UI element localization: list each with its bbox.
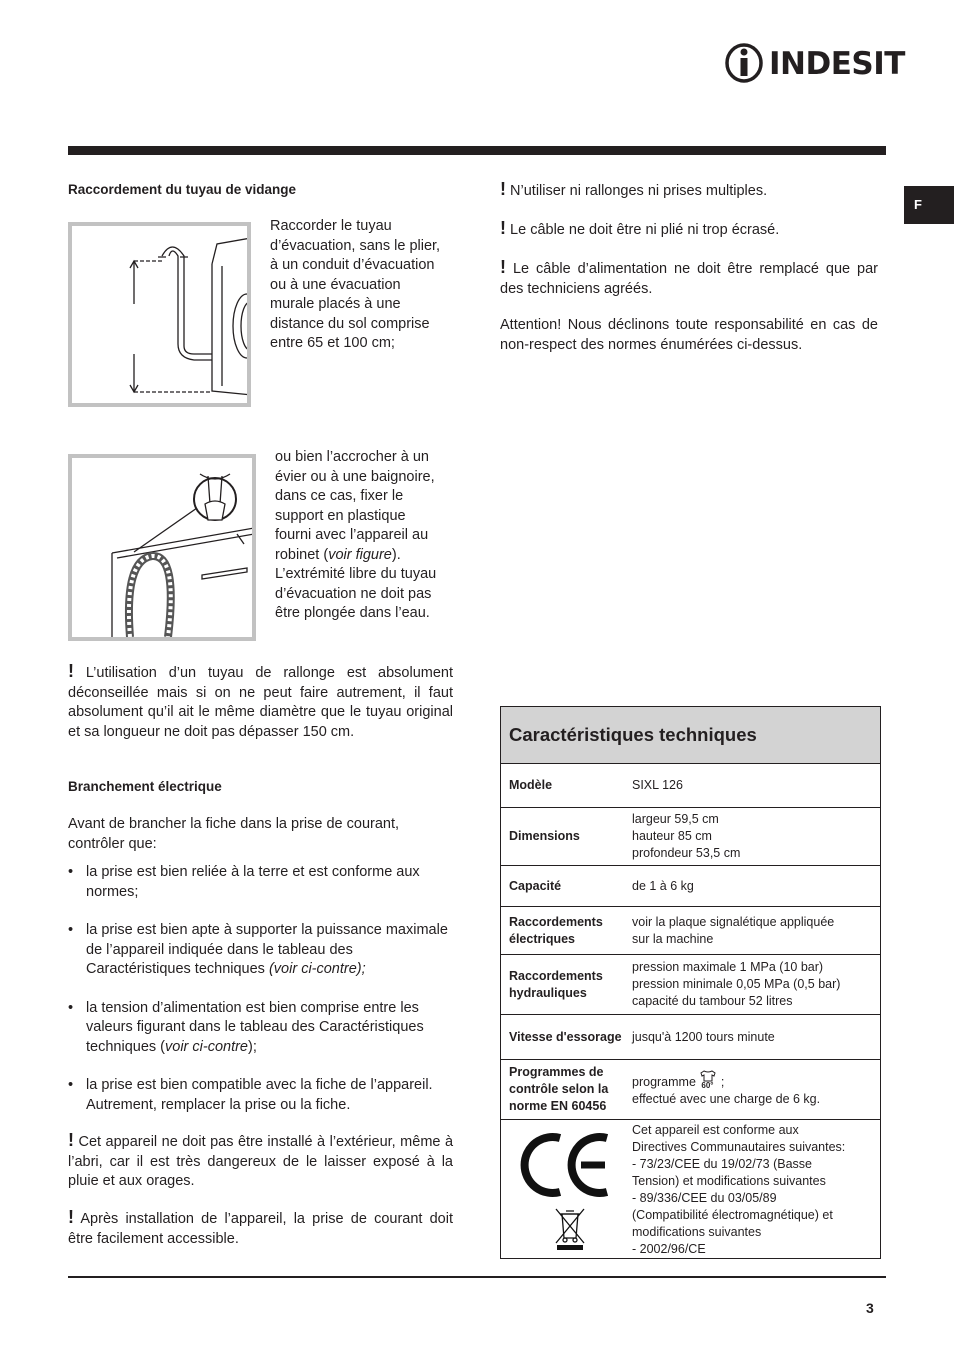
spec-row-capacity — [501, 866, 880, 907]
brand-name: INDESIT — [769, 46, 905, 82]
spec-label: Raccordements électriques — [509, 914, 603, 946]
spec-label: Dimensions — [509, 829, 580, 843]
checklist-text: la tension d’alimentation est bien comprise entre les valeurs figurant dans le tableau des Caractéristiques techniques ( — [86, 999, 424, 1055]
spec-value-line: Directives Communautaires suivantes: — [632, 1140, 846, 1154]
programme-text: ; — [720, 1074, 725, 1089]
warning-mark: ! — [68, 1207, 74, 1227]
weee-bin-icon — [553, 1206, 587, 1250]
spec-value-line — [632, 1072, 874, 1091]
warning-text: Le câble d’alimentation ne doit être remplacé que par des techniciens agréés. — [500, 261, 879, 297]
cotton-wash-icon — [699, 1072, 717, 1090]
spec-value — [632, 811, 880, 862]
spec-value-line: pression maximale 1 MPa (10 bar) — [632, 960, 824, 974]
wall-drain-figure — [68, 222, 251, 407]
wall-drain-illustration — [72, 226, 247, 403]
drain-text-1-line: à un conduit d’évacuation — [270, 257, 435, 273]
spec-value-line: largeur 59,5 cm — [632, 812, 719, 826]
warning-mark: ! — [500, 257, 506, 277]
page-number: 3 — [866, 1300, 874, 1316]
warning-text: Après installation de l’appareil, la prise de courant doit être facilement accessible. — [68, 1211, 453, 1247]
spec-row-conformity — [501, 1120, 880, 1258]
spec-label: Raccordements hydrauliques — [509, 968, 603, 1000]
bottom-rule — [68, 1276, 886, 1278]
checklist-text: ); — [248, 1038, 257, 1055]
sink-drain-illustration — [72, 458, 252, 637]
drain-text-1-line: entre 65 et 100 cm; — [270, 335, 395, 351]
spec-value — [632, 878, 880, 895]
drain-text-1-line: d’évacuation, sans le plier, — [270, 237, 441, 254]
warning-text: L’utilisation d’un tuyau de rallonge est absolument déconseillée mais si on ne peut faire autrement, il faut absolument qu’il ait le même diamètre que le tuyau original et sa longueur ne doit pas dépasser 150 cm. — [68, 665, 453, 740]
ce-mark-icon — [515, 1130, 615, 1200]
warning-text: Le câble ne doit être ni plié ni trop écrasé. — [510, 222, 780, 238]
spec-value-line: pression minimale 0,05 MPa (0,5 bar) — [632, 977, 841, 991]
text-run: ). — [391, 546, 401, 563]
spec-row-programmes — [501, 1060, 880, 1120]
drain-text-2-line: support en plastique — [275, 507, 406, 524]
spec-value — [632, 1120, 880, 1258]
drain-text-2-line: dans ce cas, fixer le — [275, 488, 404, 504]
drain-text-2-line: évier ou à une baignoire, — [275, 468, 435, 485]
cable-warning-3 — [500, 258, 878, 299]
checklist-text: la prise est bien apte à supporter la puissance maximale de l’appareil indiquée dans le tableau des Caractéristiques techniques — [86, 922, 448, 977]
drain-text-1-line: murale placés à une — [270, 296, 401, 312]
figure-reference: voir figure — [328, 546, 392, 563]
spec-value-line: hauteur 85 cm — [632, 829, 712, 843]
spec-row-hydraulic — [501, 955, 880, 1015]
technical-specs-table — [500, 706, 881, 1259]
indesit-logo — [724, 40, 905, 86]
drain-text-1 — [270, 217, 452, 354]
spec-label: Capacité — [509, 878, 562, 893]
spec-row-model — [501, 764, 880, 808]
spec-value-line: SIXL 126 — [632, 778, 683, 792]
electric-checklist — [68, 863, 456, 1134]
spec-value — [632, 959, 880, 1010]
spec-value-line: effectué avec une charge de 6 kg. — [632, 1091, 821, 1106]
spec-value-line: - 2002/96/CE — [632, 1242, 706, 1256]
spec-value — [632, 1029, 880, 1046]
spec-value-line: Cet appareil est conforme aux — [632, 1123, 799, 1137]
warning-mark: ! — [68, 1130, 74, 1150]
specs-title: Caractéristiques techniques — [501, 707, 880, 764]
warning-mark: ! — [500, 218, 506, 238]
checklist-ref: (voir ci-contre); — [268, 961, 366, 977]
temperature-label: 60° — [701, 1080, 714, 1090]
drain-text-1-line: distance du sol comprise — [270, 315, 430, 332]
drain-text-2-line: ou bien l’accrocher à un — [275, 449, 429, 465]
spec-label: Vitesse d'essorage — [509, 1029, 622, 1044]
drain-text-1-line: ou à une évacuation — [270, 276, 401, 293]
programme-text: programme — [632, 1074, 696, 1089]
text-run: robinet ( — [275, 546, 329, 563]
spec-value-line: jusqu'à 1200 tours minute — [632, 1029, 775, 1044]
checklist-text: la prise est bien reliée à la terre et est conforme aux normes; — [86, 864, 420, 900]
electric-intro: Avant de brancher la fiche dans la prise de courant, contrôler que: — [68, 816, 400, 852]
warning-mark: ! — [500, 179, 506, 199]
drain-text-2-line — [275, 546, 455, 566]
warning-text: N’utiliser ni rallonges ni prises multiples. — [510, 183, 768, 199]
top-rule — [68, 146, 886, 155]
checklist-item — [68, 1076, 456, 1115]
drain-text-2-line: fourni avec l’appareil au — [275, 527, 429, 543]
spec-value-line: profondeur 53,5 cm — [632, 846, 741, 860]
spec-value — [632, 1072, 880, 1108]
drain-text-2-line: être plongée dans l’eau. — [275, 605, 430, 621]
sink-drain-figure — [68, 454, 256, 641]
drain-section-title: Raccordement du tuyau de vidange — [68, 182, 297, 197]
drain-text-2 — [275, 448, 455, 624]
spec-value-line: (Compatibilité électromagnétique) et — [632, 1208, 833, 1222]
drain-text-1-line: Raccorder le tuyau — [270, 218, 392, 234]
outdoor-warning — [68, 1131, 453, 1192]
spec-row-dimensions — [501, 808, 880, 866]
spec-value-line: - 89/336/CEE du 03/05/89 — [632, 1191, 777, 1205]
spec-value-line: voir la plaque signalétique appliquée — [632, 914, 835, 929]
liability-notice: Attention! Nous déclinons toute responsabilité en cas de non-respect des normes énumérées ci-dessus. — [500, 317, 878, 353]
drain-text-2-line: d’évacuation ne doit pas — [275, 585, 432, 602]
electric-section-title: Branchement électrique — [68, 779, 222, 794]
checklist-ref: voir ci-contre — [165, 1038, 248, 1055]
spec-value-line: modifications suivantes — [632, 1225, 762, 1239]
warning-text: Cet appareil ne doit pas être installé à l’extérieur, même à l’abri, car il est très dangereux de le laisser exposé à la pluie et aux orages. — [68, 1134, 454, 1189]
spec-value-line: sur la machine — [632, 931, 714, 946]
access-warning — [68, 1208, 453, 1249]
language-tab: F — [904, 186, 954, 224]
checklist-item — [68, 999, 456, 1058]
warning-mark: ! — [68, 661, 74, 681]
spec-value-line: - 73/23/CEE du 19/02/73 (Basse — [632, 1157, 812, 1171]
spec-label: Modèle — [509, 778, 553, 792]
checklist-item — [68, 863, 456, 902]
spec-row-electrical — [501, 907, 880, 955]
extension-warning — [68, 662, 453, 742]
checklist-text: la prise est bien compatible avec la fiche de l’appareil. Autrement, remplacer la prise ou la fiche. — [86, 1077, 433, 1113]
spec-value-line: Tension) et modifications suivantes — [632, 1174, 826, 1188]
indesit-i-icon — [724, 40, 766, 86]
spec-value-line: de 1 à 6 kg — [632, 878, 694, 893]
spec-row-spin-speed — [501, 1015, 880, 1060]
cable-warning-1 — [500, 180, 880, 202]
ce-marks — [501, 1120, 632, 1258]
spec-value — [632, 914, 880, 948]
spec-value-line: capacité du tambour 52 litres — [632, 994, 793, 1008]
spec-value — [632, 777, 880, 794]
spec-label: Programmes de contrôle selon la norme EN 60456 — [509, 1065, 609, 1113]
checklist-item — [68, 921, 456, 980]
cable-warning-2 — [500, 219, 880, 241]
drain-text-2-line: L’extrémité libre du tuyau — [275, 566, 437, 582]
